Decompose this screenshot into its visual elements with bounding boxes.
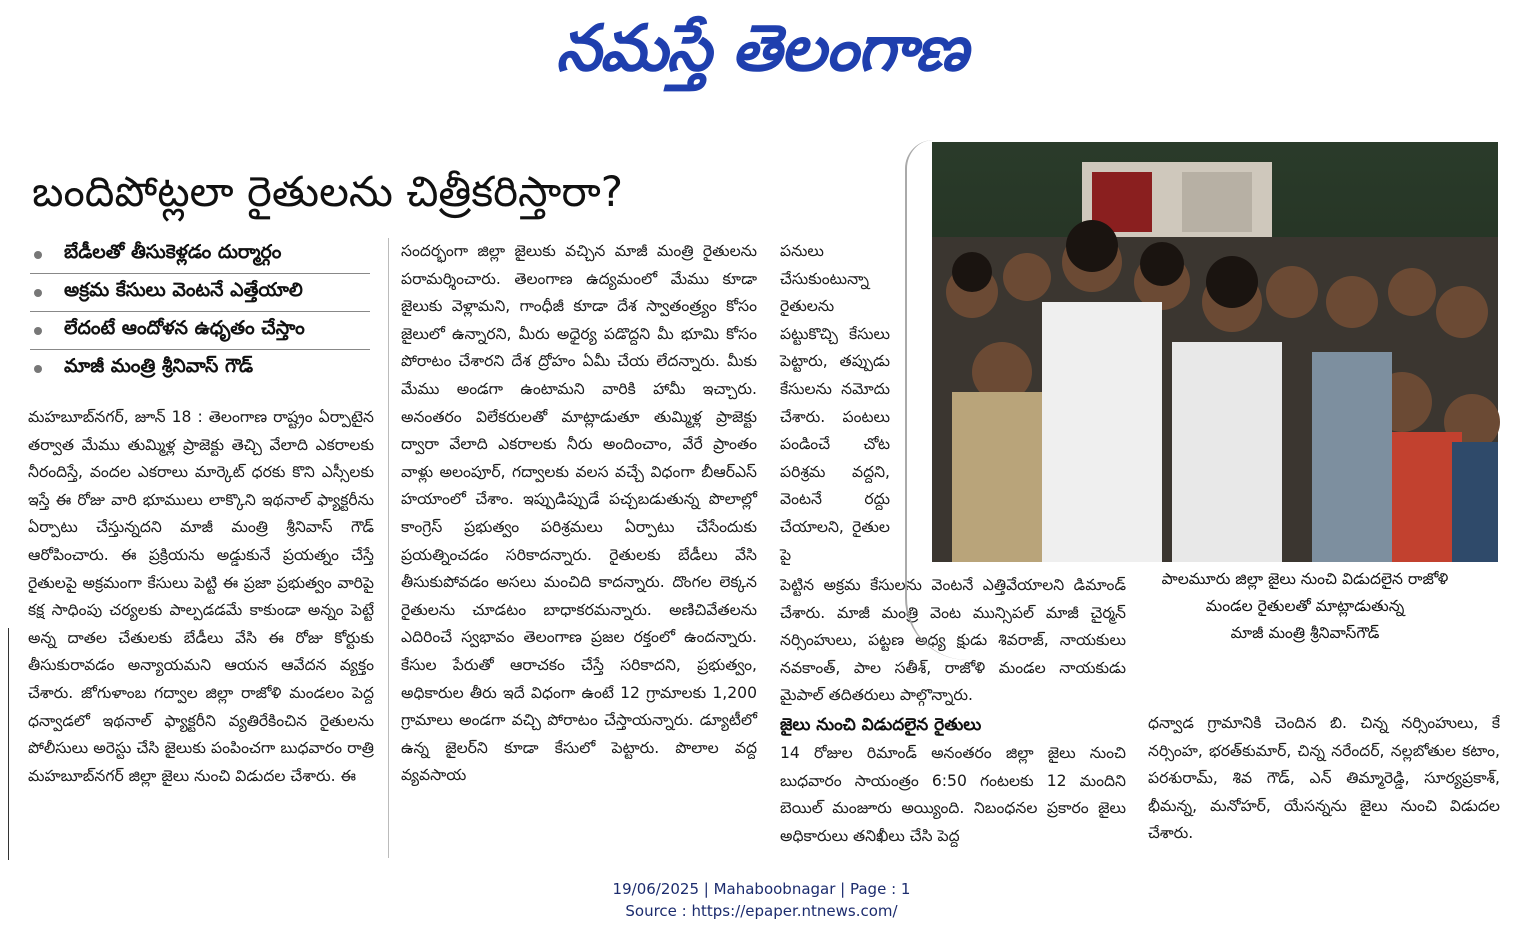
footer-source-link[interactable]: Source : https://epaper.ntnews.com/ — [625, 902, 898, 920]
caption-line: మండల రైతులతో మాట్లాడుతున్న — [1205, 597, 1405, 615]
article-headline: బందిపోట్లలా రైతులను చిత్రీకరిస్తారా? — [32, 167, 624, 216]
bullet-text: బేడీలతో తీసుకెళ్లడం దుర్మార్గం — [64, 241, 282, 263]
article-text: పెట్టిన అక్రమ కేసులను వెంటనే ఎత్తివేయాలని డిమాండ్ చేశారు. మాజీ మంత్రి వెంట మున్సిపల్ మాజీ చైర్మన్ నర్సింహులు, పట్టణ అధ్య క్షుడు శివరాజ్, నాయకులు నవకాంత్, పాల సతీశ్, రాజోళి మండల నాయకుడు మైపాల్ తదితరులు పాల్గొన్నారు. — [780, 576, 1126, 705]
bullet-item — [30, 236, 370, 274]
bullet-dot-icon — [34, 327, 42, 335]
crowd-photo-illustration — [932, 142, 1498, 562]
article-text: పనులు చేసుకుంటున్నా రైతులను పట్టుకొచ్చి కేసులు పెట్టారు, తప్పుడు కేసులను నమోదు చేశారు. పంటలు పండించే చోట పరిశ్రమ వద్దని, వెంటనే రద్దు చేయాలని, రైతుల పై — [780, 242, 890, 564]
article-column-4 — [1148, 710, 1500, 860]
article-column-3-bottom — [780, 740, 1126, 860]
bullet-text: అక్రమ కేసులు వెంటనే ఎత్తేయాలి — [64, 279, 303, 301]
article-column-2 — [401, 238, 757, 860]
article-subheading: జైలు నుంచి విడుదలైన రైతులు — [780, 715, 982, 735]
photo-caption — [1112, 566, 1498, 647]
footer-date-edition: 19/06/2025 | Mahaboobnagar | Page : 1 — [612, 880, 911, 898]
article-text: ధన్వాడ గ్రామానికి చెందిన బి. చిన్న నర్సింహులు, కే నర్సింహ, భరత్‌కుమార్, చిన్న నరేందర్, నల్లబోతుల కటాం, పరశురామ్, శివ గౌడ్, ఎన్ తిమ్మారెడ్డి, సూర్యప్రకాశ్, భీమన్న, మనోహర్, యేసన్నను జైలు నుంచి విడుదల చేశారు. — [1148, 714, 1500, 843]
article-text: సందర్భంగా జిల్లా జైలుకు వచ్చిన మాజీ మంత్రి రైతులను పరామర్శించారు. తెలంగాణ ఉద్యమంలో మేము కూడా జైలుకు వెళ్లామని, గాంధీజీ కూడా దేశ స్వాతంత్ర్యం కోసం జైలులో ఉన్నారని, మీరు అధైర్య పడొద్దని మీ భూమి కోసం పోరాటం చేశారని దేశ ద్రోహం ఏమీ చేయ లేదన్నారు. మీకు మేము అండగా ఉంటామని వారికి హామీ ఇచ్చారు. అనంతరం విలేకరులతో మాట్లాడుతూ తుమ్మిళ్ల ప్రాజెక్టు ద్వారా వేలాది ఎకరాలకు నీరు అందించాం, వేరే ప్రాంతం వాళ్లు అలంపూర్, గద్వాలకు వలస వచ్చే విధంగా బీఆర్‌ఎస్ హయాంలో చేశాం. ఇప్పుడిప్పుడే పచ్చబడుతున్న పొలాల్లో కాంగ్రెస్ ప్రభుత్వం పరిశ్రమలు ఏర్పాటు చేసేందుకు ప్రయత్నించడం సరికాదన్నారు. రైతులకు బేడీలు వేసి తీసుకుపోవడం అసలు మంచిది కాదన్నారు. దొంగల లెక్కన రైతులను చూడటం బాధాకరమన్నారు. అణిచివేతలను ఎదిరించే స్వభావం తెలంగాణ ప్రజల రక్తంలో ఉందన్నారు. కేసుల పేరుతో ఆరాచకం చేస్తే సరికాదని, ప్రభుత్వం, అధికారుల తీరు ఇదే విధంగా ఉంటే 12 గ్రామాలకు 1,200 గ్రామాలు అండగా వచ్చి పోరాటం చేస్తాయన్నారు. డ్యూటీలో ఉన్న జైలర్‌ని కూడా కేసులో పెట్టారు. పొలాల వద్ద వ్యవసాయ — [401, 242, 757, 785]
newspaper-masthead: నమస్తే తెలంగాణ — [555, 12, 968, 86]
article-column-1 — [28, 404, 374, 860]
news-photo — [932, 142, 1498, 562]
bullet-text: మాజీ మంత్రి శ్రీనివాస్ గౌడ్ — [64, 355, 254, 377]
article-text: మహబూబ్‌నగర్, జూన్ 18 : తెలంగాణ రాష్ట్రం ఏర్పాటైన తర్వాత మేము తుమ్మిళ్ల ప్రాజెక్టు తెచ్చి వేలాది ఎకరాలకు నీరందిస్తే, వందల ఎకరాలు మార్కెట్ ధరకు కొని ఎస్సీలకు ఇస్తే ఈ రోజు వారి భూములు లాక్కొని ఇథనాల్ ఫ్యాక్టరీను ఏర్పాటు చేస్తున్నదని మాజీ మంత్రి శ్రీనివాస్ గౌడ్ ఆరోపించారు. ఈ ప్రక్రియను అడ్డుకునే ప్రయత్నం చేస్తే రైతులపై అక్రమంగా కేసులు పెట్టి ఈ ప్రజా ప్రభుత్వం వారిపై కక్ష సాధింపు చర్యలకు పాల్పడడమే కాకుండా అన్నం పెట్టే అన్న దాతల చేతులకు బేడీలు వేసి ఈ రోజు కోర్టుకు తీసుకురావడం అన్యాయమని ఆయన ఆవేదన వ్యక్తం చేశారు. జోగుళాంబ గద్వాల జిల్లా రాజోళి మండలం పెద్ద ధన్వాడలో ఇథనాల్ ఫ్యాక్టరీని వ్యతిరేకించిన రైతులను పోలీసులు అరెస్టు చేసి జైలుకు పంపించగా బుధవారం రాత్రి మహబూబ్‌నగర్ జిల్లా జైలు నుంచి విడుదల చేశారు. ఈ — [28, 408, 374, 785]
bullet-text: లేదంటే ఆందోళన ఉధృతం చేస్తాం — [64, 317, 305, 339]
bullet-item — [30, 312, 370, 350]
article-column-3-top — [780, 238, 890, 564]
bullet-dot-icon — [34, 365, 42, 373]
column-divider — [388, 238, 389, 858]
highlight-bullets — [30, 236, 370, 387]
article-text: 14 రోజుల రిమాండ్ అనంతరం జిల్లా జైలు నుంచి బుధవారం సాయంత్రం 6:50 గంటలకు 12 మందిని బెయిల్ మంజూరు అయ్యింది. నిబంధనల ప్రకారం జైలు అధికారులు తనిఖీలు చేసి పెద్ద — [780, 744, 1126, 845]
caption-line: మాజీ మంత్రి శ్రీనివాస్‌గౌడ్ — [1230, 624, 1380, 642]
page-footer — [0, 878, 1523, 922]
bullet-dot-icon — [34, 251, 42, 259]
caption-line: పాలమూరు జిల్లా జైలు నుంచి విడుదలైన రాజోళి — [1161, 570, 1449, 588]
bullet-item — [30, 274, 370, 312]
bullet-dot-icon — [34, 289, 42, 297]
bullet-item — [30, 350, 370, 387]
margin-rule — [8, 628, 9, 860]
